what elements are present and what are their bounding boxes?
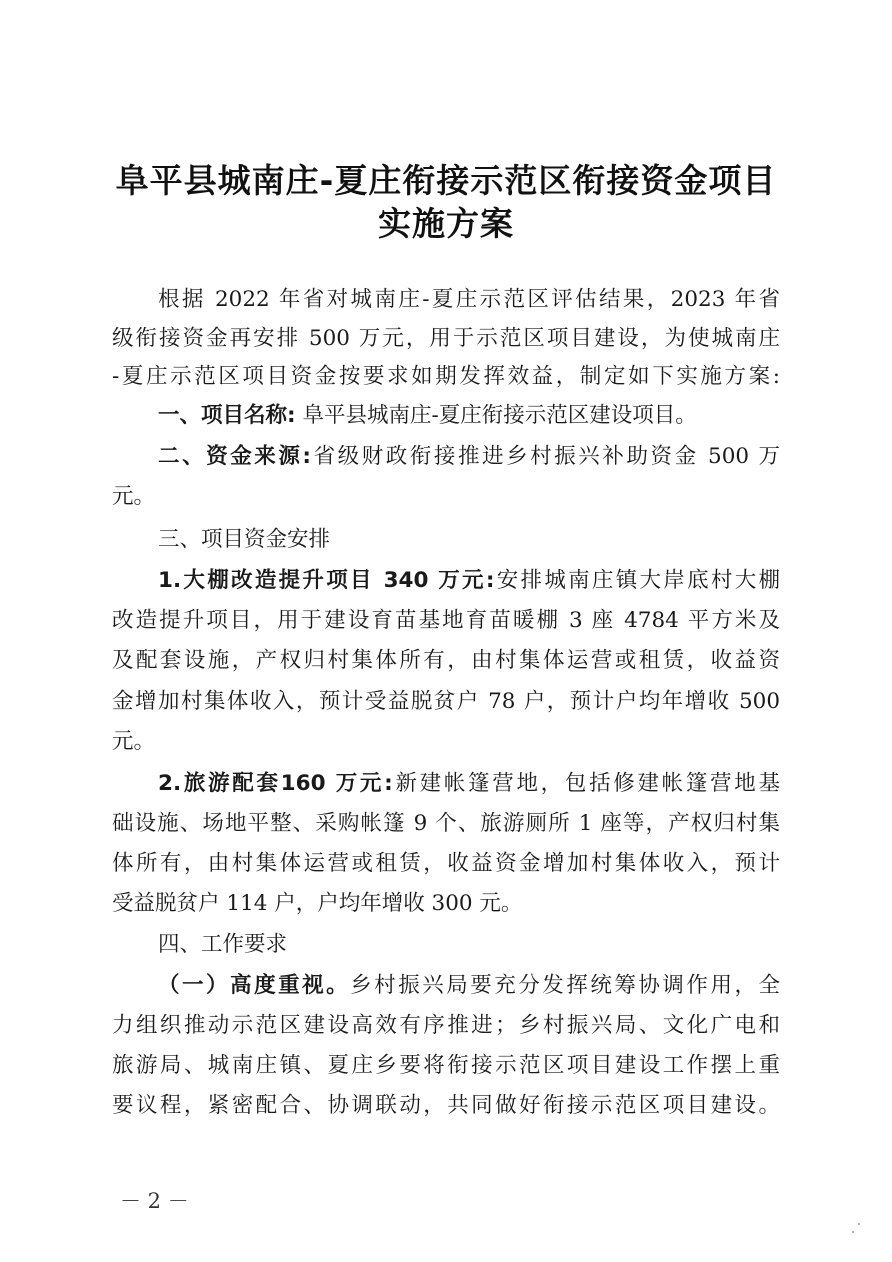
section-2-heading: 二、资金来源: [158,444,311,469]
intro-line-2: 级衔接资金再安排 500 万元，用于示范区项目建设，为使城南庄 [112,326,780,351]
subsection-1-text: 乡村振兴局要充分发挥统筹协调作用，全 [350,973,780,998]
item-1-line: 元。 [112,729,156,754]
document-title-line1: 阜平县城南庄-夏庄衔接示范区衔接资金项目 [115,161,777,200]
item-2-text: 新建帐篷营地，包括修建帐篷营地基 [392,771,780,796]
item-1-line: 及配套设施，产权归村集体所有，由村集体运营或租赁，收益资 [112,648,780,673]
item-2-line: 础设施、场地平整、采购帐篷 9 个、旅游厕所 1 座等，产权归村集 [112,811,780,836]
item-1 [158,565,780,597]
section-1 [158,400,780,432]
subsection-1-heading: （一）高度重视。 [158,973,351,998]
section-3-heading: 三、项目资金安排 [158,527,331,552]
item-1-line: 金增加村集体收入，预计受益脱贫户 78 户，预计户均年增收 500 [112,689,780,714]
item-1-line: 改造提升项目，用于建设育苗基地育苗暖棚 3 座 4784 平方米及 [112,608,780,633]
item-2 [158,768,780,800]
document-title-line2: 实施方案 [378,204,514,243]
section-2-continuation: 元。 [112,484,156,509]
subsection-1-line: 要议程，紧密配合、协调联动，共同做好衔接示范区项目建设。 [112,1093,780,1118]
section-1-text: 阜平县城南庄-夏庄衔接示范区建设项目。 [302,403,697,428]
page-number: － 2 － [120,1189,189,1213]
subsection-1-line: 旅游局、城南庄镇、夏庄乡要将衔接示范区项目建设工作摆上重 [112,1053,780,1078]
section-2 [158,441,780,473]
subsection-1 [158,970,780,1002]
item-1-text: 安排城南庄镇大岸底村大棚 [494,568,780,593]
item-1-heading: 1.大棚改造提升项目 340 万元: [158,568,495,593]
subsection-1-line: 力组织推动示范区建设高效有序推进；乡村振兴局、文化广电和 [112,1013,780,1038]
scan-speck [852,1231,854,1233]
scan-speck [858,1223,860,1225]
section-4-heading: 四、工作要求 [158,932,288,957]
item-2-line: 体所有，由村集体运营或租赁，收益资金增加村集体收入，预计 [112,851,780,876]
section-2-text: 省级财政衔接推进乡村振兴补助资金 500 万 [311,444,780,469]
item-2-heading: 2.旅游配套160 万元: [158,771,393,796]
intro-line-1: 根据 2022 年省对城南庄-夏庄示范区评估结果，2023 年省 [158,287,780,312]
item-2-line: 受益脱贫户 114 户，户均年增收 300 元。 [112,891,523,916]
intro-line-3: -夏庄示范区项目资金按要求如期发挥效益，制定如下实施方案: [112,364,780,389]
section-1-heading: 一、项目名称: [158,403,296,428]
